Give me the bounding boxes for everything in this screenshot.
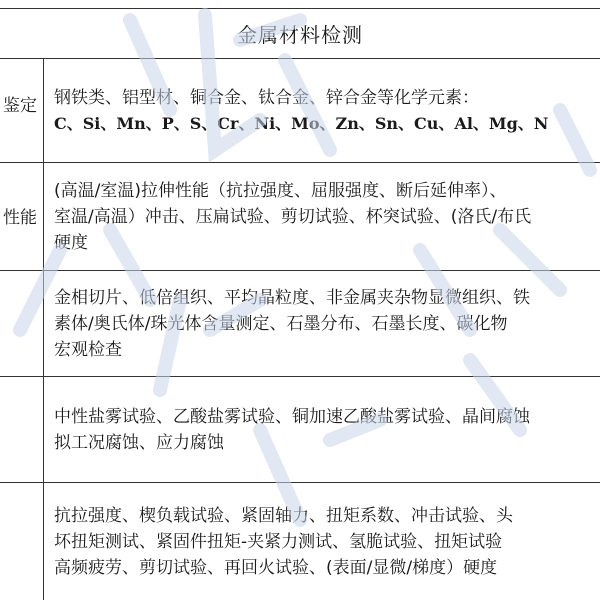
row-label-cell — [0, 271, 44, 376]
row-content-cell — [44, 163, 600, 270]
row-content-cell — [44, 271, 600, 376]
content-line: 拟工况腐蚀、应力腐蚀 — [54, 432, 224, 453]
content-line: 硬度 — [54, 232, 88, 253]
content-line: 金相切片、低倍组织、平均晶粒度、非金属夹杂物显微组织、铁 — [54, 287, 530, 308]
table-title: 金属材料检测 — [237, 23, 363, 47]
row-label: 性能 — [3, 208, 37, 228]
content-line: (高温/室温)拉伸性能（抗拉强度、屈服强度、断后延伸率）、 — [54, 180, 507, 201]
row-content-cell — [44, 483, 600, 600]
row-label-cell — [0, 483, 44, 600]
row-content-cell — [44, 59, 600, 162]
table-row-corrosion — [0, 377, 600, 483]
row-label-cell — [0, 163, 44, 270]
content-line: 宏观检查 — [54, 339, 122, 360]
content-line: 素体/奥氏体/珠光体含量测定、石墨分布、石墨长度、碳化物 — [54, 313, 508, 334]
row-label-cell — [0, 59, 44, 162]
table-title-row — [0, 9, 600, 59]
row-label: 鉴定 — [3, 96, 37, 116]
content-line: 抗拉强度、楔负载试验、紧固轴力、扭矩系数、冲击试验、头 — [54, 505, 513, 526]
content-line: 高频疲劳、剪切试验、再回火试验、(表面/显微/梯度）硬度 — [54, 557, 498, 578]
row-content-cell — [44, 377, 600, 482]
content-line: C、Si、Mn、P、S、Cr、Ni、Mo、Zn、Sn、Cu、Al、Mg、N — [54, 113, 549, 133]
metal-testing-table — [0, 8, 600, 600]
content-line: 钢铁类、铝型材、铜合金、钛合金、锌合金等化学元素： — [54, 87, 479, 108]
table-row-composition — [0, 59, 600, 163]
table-row-metallography — [0, 271, 600, 377]
content-line: 坏扭矩测试、紧固件扭矩-夹紧力测试、氢脆试验、扭矩试验 — [54, 531, 503, 552]
content-line: 中性盐雾试验、乙酸盐雾试验、铜加速乙酸盐雾试验、晶间腐蚀 — [54, 406, 530, 427]
content-line: 室温/高温）冲击、压扁试验、剪切试验、杯突试验、(洛氏/布氏 — [54, 206, 532, 227]
table-row-fasteners — [0, 483, 600, 600]
row-label-cell — [0, 377, 44, 482]
table-row-mechanical — [0, 163, 600, 271]
